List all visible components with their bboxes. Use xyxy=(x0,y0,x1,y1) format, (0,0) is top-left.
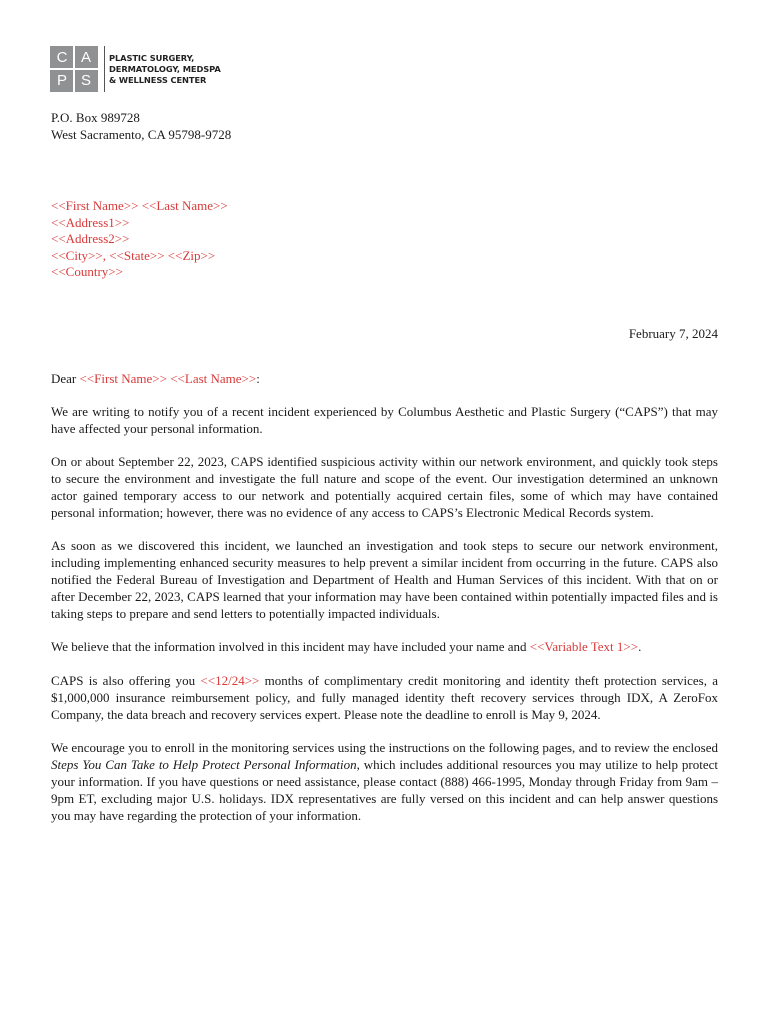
letter-date: February 7, 2024 xyxy=(628,326,718,341)
paragraph-enroll-rest: , which includes additional resources you may utilize to help protect your information. If you have questions or need assistance, please contact (888) 466-1995, Monday through Friday from 9am – 9pm ET, excluding major U.S. holidays. IDX representatives are fully versed on this incident and can help answer questions you may have regarding the protection of your information. xyxy=(51,756,718,823)
paragraph-offer-text: CAPS is also offering you xyxy=(51,672,201,688)
logo-letter-s: S xyxy=(80,72,91,89)
salutation-suffix: : xyxy=(256,371,260,386)
paragraph-information-text: We believe that the information involved in this incident may have included your name and xyxy=(51,639,530,655)
salutation-name: <<First Name>> <<Last Name>> xyxy=(79,371,257,386)
logo-divider xyxy=(104,46,105,92)
variable-text-placeholder: <<Variable Text 1>> xyxy=(529,639,639,655)
caps-logo xyxy=(50,46,221,92)
recipient-country: <<Country>> xyxy=(51,264,123,279)
return-address-line: West Sacramento, CA 95798-9728 xyxy=(51,126,232,142)
paragraph-information-end: . xyxy=(638,639,642,655)
paragraph-intro: We are writing to notify you of a recent incident experienced by Columbus Aesthetic and Plastic Surgery (“CAPS”) that may have affected your personal information. xyxy=(51,403,718,436)
salutation xyxy=(51,371,718,388)
logo-letter-a: A xyxy=(80,49,91,66)
logo-tagline-line: & WELLNESS CENTER xyxy=(109,74,207,85)
recipient-address2: <<Address2>> xyxy=(51,231,130,246)
recipient-address1: <<Address1>> xyxy=(51,214,130,230)
recipient-address-block xyxy=(51,198,228,281)
letter-body xyxy=(51,371,718,841)
logo-letter-c: C xyxy=(56,49,68,66)
logo-letter-p: P xyxy=(56,72,67,89)
paragraph-enroll-text: We encourage you to enroll in the monitoring services using the instructions on the following pages, and to review the enclosed xyxy=(51,740,718,755)
paragraph-response: As soon as we discovered this incident, we launched an investigation and took steps to secure our network environment, including implementing enhanced security measures to help prevent a similar incident from occurring in the future. CAPS also notified the Federal Bureau of Investigation and Department of Health and Human Services of this incident. With that on or after December 22, 2023, CAPS learned that your information may have been contained within potentially impacted files and is taking steps to prepare and send letters to potentially impacted individuals. xyxy=(51,538,718,621)
salutation-prefix: Dear xyxy=(51,371,80,386)
enclosure-title: Steps You Can Take to Help Protect Personal Information xyxy=(51,756,357,772)
logo-tagline-line: PLASTIC SURGERY, xyxy=(109,52,195,63)
paragraph-enroll xyxy=(51,740,718,825)
logo-tagline-line: DERMATOLOGY, MEDSPA xyxy=(109,63,221,74)
caps-logo-mark xyxy=(50,46,98,92)
return-address-line: P.O. Box 989728 xyxy=(51,110,140,125)
months-placeholder: <<12/24>> xyxy=(200,672,260,688)
paragraph-offer-rest: months of complimentary credit monitoring and identity theft protection services, a $1,000,000 insurance reimbursement policy, and fully managed identity theft recovery services through IDX, A ZeroFox Company, the data breach and recovery services expert. Please note the deadline to enroll is May 9, 2024. xyxy=(51,672,718,722)
paragraph-incident: On or about September 22, 2023, CAPS identified suspicious activity within our network environment, and quickly took steps to secure the environment and investigate the full nature and scope of the event. Our investigation determined an unknown actor gained temporary access to our network and potentially acquired certain files, some of which may have contained personal information; however, there was no evidence of any access to CAPS’s Electronic Medical Records system. xyxy=(51,454,718,520)
return-address xyxy=(51,110,231,143)
paragraph-information xyxy=(51,639,718,656)
paragraph-offer xyxy=(51,673,718,724)
recipient-city-state-zip: <<City>>, <<State>> <<Zip>> xyxy=(51,247,216,263)
recipient-name: <<First Name>> <<Last Name>> xyxy=(51,198,228,213)
logo-tagline xyxy=(109,53,221,86)
